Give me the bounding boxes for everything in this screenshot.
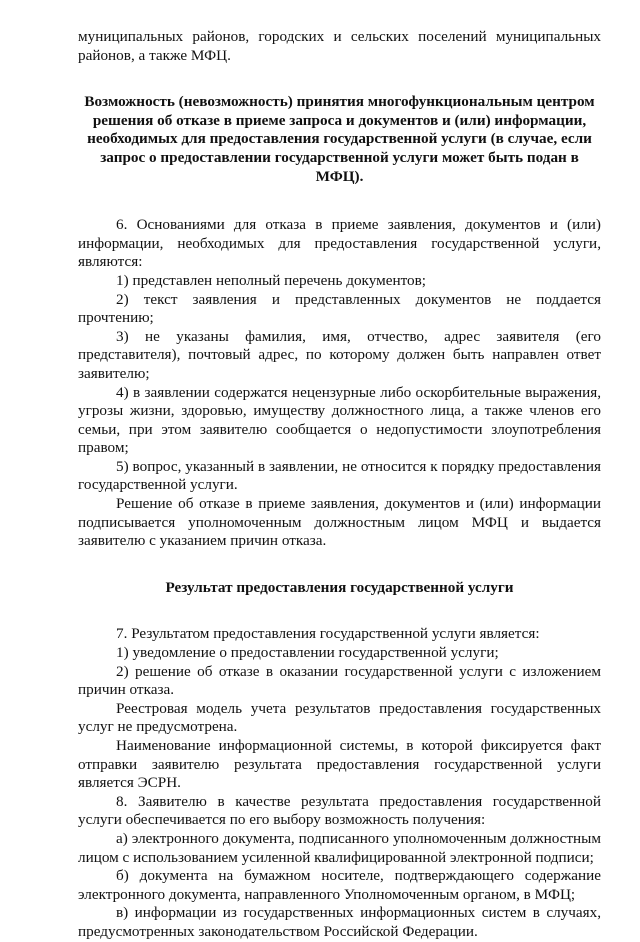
list-item-3: 3) не указаны фамилия, имя, отчество, адрес заявителя (его представителя), почтовый адрес, по которому должен быть направлен ответ заявителю; [78,327,601,382]
list-item-2: 2) текст заявления и представленных документов не поддается прочтению; [78,290,601,327]
document-page [78,28,601,942]
option-item-b: б) документа на бумажном носителе, подтверждающего содержание электронного документа, направленного Уполномоченным органом, в МФЦ; [78,867,601,903]
paragraph-registry-model: Реестровая модель учета результатов предоставления государственных услуг не предусмотрена. [78,699,601,736]
option-item-c: в) информации из государственных информационных систем в случаях, предусмотренных законодательством Российской Федерации. [78,904,601,940]
paragraph-information-system: Наименование информационной системы, в которой фиксируется факт отправки заявителю результата предоставления государственной услуги является ЭСРН. [78,737,601,792]
option-item-a: а) электронного документа, подписанного уполномоченным должностным лицом с использованием усиленной квалифицированной электронной подписи; [78,829,601,866]
paragraph-applicant-options: 8. Заявителю в качестве результата предоставления государственной услуги обеспечивается по его выбору возможность получения: [78,792,601,829]
paragraph-result: 7. Результатом предоставления государственной услуги является: [116,625,540,643]
result-item-1: 1) уведомление о предоставлении государственной услуги; [116,644,499,662]
paragraph-refusal-decision: Решение об отказе в приеме заявления, документов и (или) информации подписывается уполномоченным должностным лицом МФЦ и выдается заявителю с указанием причин отказа. [78,495,601,550]
list-item-5: 5) вопрос, указанный в заявлении, не относится к порядку предоставления государственной услуги. [78,457,601,494]
paragraph-grounds: 6. Основаниями для отказа в приеме заявления, документов и (или) информации, необходимых для предоставления государственной услуги, являются: [78,216,601,271]
intro-paragraph: муниципальных районов, городских и сельских поселений муниципальных районов, а также МФЦ. [78,28,601,64]
section-heading-result: Результат предоставления государственной услуги [165,578,514,596]
section-heading-refusal: Возможность (невозможность) принятия многофункциональным центром решения об отказе в приеме запроса и документов и (или) информации, необходимых для предоставления государственной услуги (в случае, если запрос о предоставлении государственной услуги может быть подан в МФЦ). [84,93,595,185]
list-item-1: 1) представлен неполный перечень документов; [116,271,427,289]
list-item-4: 4) в заявлении содержатся нецензурные либо оскорбительные выражения, угрозы жизни, здоровью, имуществу должностного лица, а также членов его семьи, при этом заявителю сообщается о недопустимости злоупотребления правом; [78,383,601,457]
result-item-2: 2) решение об отказе в оказании государственной услуги с изложением причин отказа. [78,662,601,699]
